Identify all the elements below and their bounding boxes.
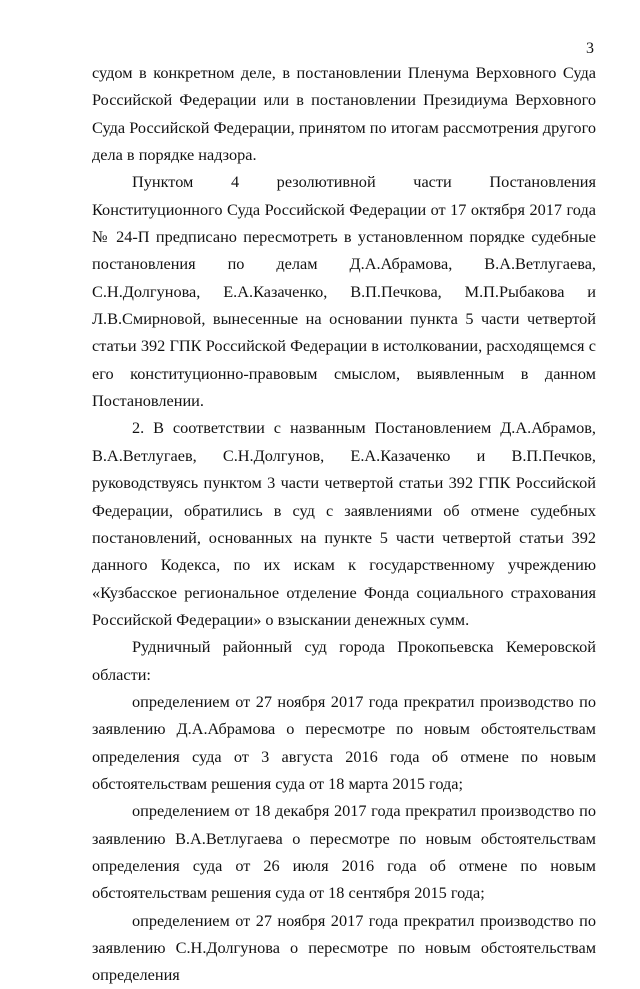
paragraph-ruling-vetlugaev: определением от 18 декабря 2017 года прекратил производство по заявлению В.А.Ветлугаева о пересмотре по новым обстоятельствам определения суда от 26 июля 2016 года об отмене по новым обстоятельствам решения суда от 18 сентября 2015 года;: [92, 801, 596, 903]
paragraph-ruling-dolgunov: определением от 27 ноября 2017 года прекратил производство по заявлению С.Н.Долгунова о пересмотре по новым обстоятельствам определения: [92, 910, 596, 985]
document-body: [92, 59, 596, 989]
paragraph-court-intro: Рудничный районный суд города Прокопьевска Кемеровской области:: [92, 637, 596, 684]
paragraph-continuation: судом в конкретном деле, в постановлении Пленума Верховного Суда Российской Федерации или в постановлении Президиума Верховного Суда Российской Федерации, принятом по итогам рассмотрения другого дела в порядке надзора.: [92, 63, 596, 165]
paragraph-resolution-point-4: Пунктом 4 резолютивной части Постановления Конституционного Суда Российской Федерации от 17 октября 2017 года № 24-П предписано пересмотреть в установленном порядке судебные постановления по делам Д.А.Абрамова, В.А.Ветлугаева, С.Н.Долгунова, Е.А.Казаченко, В.П.Печкова, М.П.Рыбакова и Л.В.Смирновой, вынесенные на основании пункта 5 части четвертой статьи 392 ГПК Российской Федерации в истолковании, расходящемся с его конституционно-правовым смыслом, выявленным в данном Постановлении.: [92, 172, 596, 411]
page-number: 3: [586, 40, 594, 57]
paragraph-section-2: 2. В соответствии с названным Постановлением Д.А.Абрамов, В.А.Ветлугаев, С.Н.Долгунов, Е.А.Казаченко и В.П.Печков, руководствуясь пунктом 3 части четвертой статьи 392 ГПК Российской Федерации, обратились в суд с заявлениями об отмене судебных постановлений, основанных на пункте 5 части четвертой статьи 392 данного Кодекса, по их искам к государственному учреждению «Кузбасское региональное отделение Фонда социального страхования Российской Федерации» о взыскании денежных сумм.: [92, 418, 596, 629]
paragraph-ruling-abramov: определением от 27 ноября 2017 года прекратил производство по заявлению Д.А.Абрамова о пересмотре по новым обстоятельствам определения суда от 3 августа 2016 года об отмене по новым обстоятельствам решения суда от 18 марта 2015 года;: [92, 691, 596, 793]
